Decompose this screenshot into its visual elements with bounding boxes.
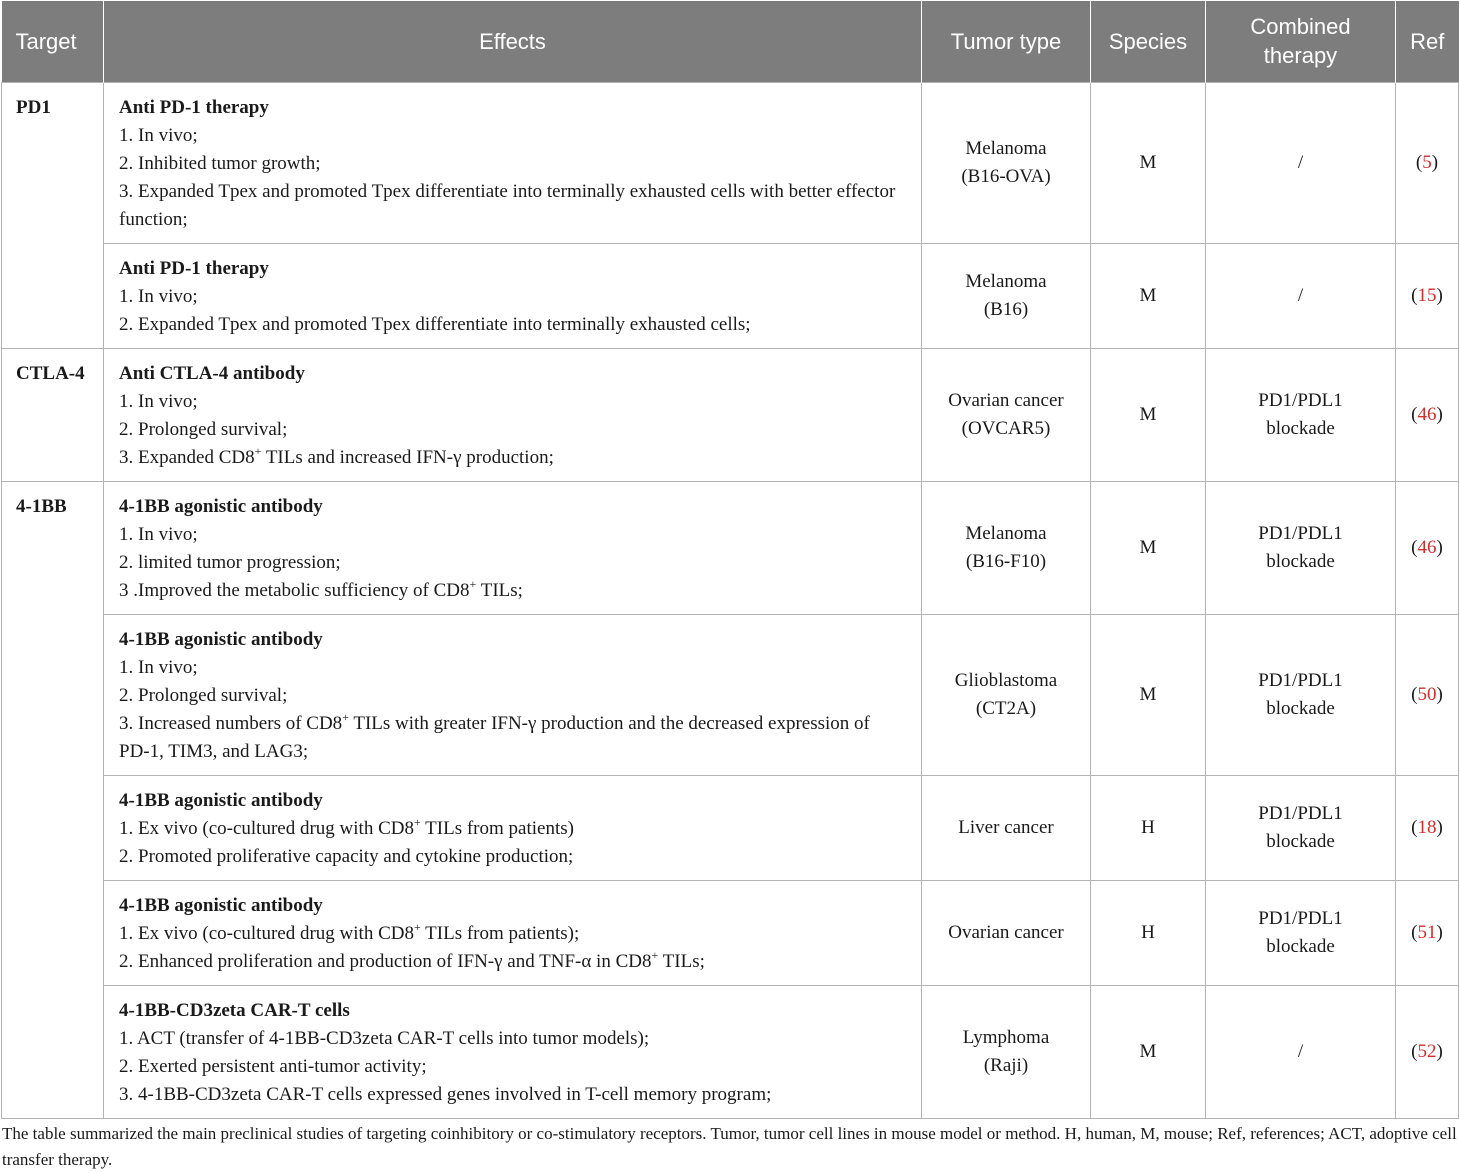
effect-line: 2. Prolonged survival; [119,418,288,440]
combined-line: blockade [1266,830,1335,852]
effect-title: 4-1BB-CD3zeta CAR-T cells [119,999,350,1021]
effect-line: 1. ACT (transfer of 4-1BB-CD3zeta CAR-T cells into tumor models); [119,1027,650,1049]
combined-therapy-cell [1206,614,1396,775]
effect-text: 3. Expanded CD8 [119,446,255,468]
table-row [2,82,1459,243]
combined-line: blockade [1266,417,1335,439]
effect-line: 1. In vivo; [119,285,198,307]
effect-line: 2. Exerted persistent anti-tumor activity; [119,1055,427,1077]
effect-line: 2. limited tumor progression; [119,551,341,573]
ref-paren: ) [1436,536,1443,558]
effect-text: TILs from patients) [420,817,574,839]
ref-cell [1396,985,1459,1118]
effect-text: 3. Increased numbers of CD8 [119,712,343,734]
tumor-line: Melanoma [965,522,1047,544]
combined-line: blockade [1266,550,1335,572]
ref-link[interactable]: 5 [1422,151,1432,173]
target-cell: 4-1BB [2,481,104,1118]
combined-therapy-cell [1206,985,1396,1118]
effect-title: 4-1BB agonistic antibody [119,495,323,517]
ref-paren: ( [1411,1040,1418,1062]
tumor-line: (OVCAR5) [961,417,1051,439]
tumor-type-cell [922,614,1091,775]
combined-line: / [1297,1040,1304,1062]
tumor-line: (CT2A) [975,697,1037,719]
species-cell: M [1091,614,1206,775]
ref-paren: ( [1411,683,1418,705]
effect-title: Anti CTLA-4 antibody [119,362,305,384]
effects-cell [104,775,922,880]
species-cell: M [1091,243,1206,348]
effects-cell [104,880,922,985]
effect-text: 1. Ex vivo (co-cultured drug with CD8 [119,922,414,944]
ref-link[interactable]: 18 [1417,816,1437,838]
effect-text: 2. Enhanced proliferation and production of IFN-γ and TNF-α in CD8 [119,950,652,972]
table-row [2,243,1459,348]
ref-paren: ( [1411,921,1418,943]
table-footnote: The table summarized the main preclinical studies of targeting coinhibitory or co-stimulatory receptors. Tumor, tumor cell lines in mouse model or method. H, human, M, mouse; Ref, references; ACT, adoptive cell transfer therapy. [2,1124,1457,1169]
ref-paren: ( [1415,151,1423,173]
studies-table [1,1,1459,1119]
effect-text: TILs; [476,579,523,601]
ref-paren: ( [1411,816,1418,838]
tumor-line: (B16) [983,298,1029,320]
effect-title: Anti PD-1 therapy [119,96,269,118]
tumor-line: Lymphoma [962,1026,1050,1048]
effect-title: Anti PD-1 therapy [119,257,269,279]
superscript: + [413,814,421,829]
header-combined-therapy [1206,1,1396,82]
header-effects: Effects [104,1,922,82]
combined-line: PD1/PDL1 [1258,802,1343,824]
effects-cell [104,614,922,775]
effect-line: 2. Prolonged survival; [119,684,288,706]
effect-text: TILs; [658,950,705,972]
effect-line: 2. Promoted proliferative capacity and cytokine production; [119,845,574,867]
effect-title: 4-1BB agonistic antibody [119,628,323,650]
combined-line: PD1/PDL1 [1258,907,1343,929]
effect-line: 1. In vivo; [119,523,198,545]
effect-text: TILs from patients); [420,922,580,944]
combined-line: PD1/PDL1 [1258,669,1343,691]
combined-therapy-cell [1206,775,1396,880]
effects-cell [104,348,922,481]
ref-paren: ) [1436,683,1443,705]
table-row [2,614,1459,775]
tumor-line: Melanoma [965,270,1047,292]
ref-cell [1396,348,1459,481]
tumor-line: Liver cancer [958,816,1054,838]
effect-line: 2. Inhibited tumor growth; [119,152,321,174]
effect-line: 1. In vivo; [119,124,198,146]
effect-text: TILs and increased IFN-γ production; [261,446,554,468]
ref-paren: ) [1436,921,1443,943]
effect-line: 1. In vivo; [119,656,198,678]
effect-line [119,920,903,948]
species-cell: M [1091,82,1206,243]
species-cell: H [1091,775,1206,880]
effect-line [119,948,903,976]
combined-therapy-cell [1206,82,1396,243]
ref-paren: ) [1436,1040,1443,1062]
tumor-type-cell [922,243,1091,348]
tumor-type-cell [922,985,1091,1118]
tumor-type-cell [922,481,1091,614]
header-combined-line1: Combined [1250,14,1351,40]
ref-paren: ) [1436,284,1443,306]
superscript: + [254,443,262,458]
effect-line: 2. Expanded Tpex and promoted Tpex differentiate into terminally exhausted cells; [119,313,751,335]
tumor-line: (B16-OVA) [961,165,1051,187]
header-combined-line2: therapy [1263,43,1338,69]
tumor-line: Ovarian cancer [948,921,1064,943]
combined-line: PD1/PDL1 [1258,522,1343,544]
ref-link[interactable]: 51 [1417,921,1437,943]
table-row [2,775,1459,880]
effect-line: 3. 4-1BB-CD3zeta CAR-T cells expressed genes involved in T-cell memory program; [119,1083,772,1105]
combined-line: PD1/PDL1 [1258,389,1343,411]
effect-line: 3. Expanded Tpex and promoted Tpex differentiate into terminally exhausted cells with better effector function; [119,180,896,230]
species-cell: M [1091,348,1206,481]
ref-paren: ( [1411,403,1418,425]
ref-link[interactable]: 46 [1417,403,1437,425]
effect-title: 4-1BB agonistic antibody [119,894,323,916]
effect-line [119,815,903,843]
effects-cell [104,985,922,1118]
table-row [2,481,1459,614]
tumor-type-cell [922,348,1091,481]
effect-text: 3 .Improved the metabolic sufficiency of CD8 [119,579,470,601]
target-cell: CTLA-4 [2,348,104,481]
effects-cell [104,481,922,614]
combined-line: / [1297,284,1304,306]
combined-line: blockade [1266,935,1335,957]
ref-cell [1396,614,1459,775]
ref-paren: ) [1431,151,1439,173]
target-cell: PD1 [2,82,104,348]
table-row [2,348,1459,481]
header-tumor-type: Tumor type [922,1,1091,82]
ref-cell [1396,775,1459,880]
ref-paren: ) [1436,403,1443,425]
effect-line [119,710,903,766]
combined-therapy-cell [1206,481,1396,614]
tumor-line: Ovarian cancer [948,389,1064,411]
effect-title: 4-1BB agonistic antibody [119,789,323,811]
ref-cell [1396,880,1459,985]
ref-link[interactable]: 50 [1417,683,1437,705]
effect-text: 1. Ex vivo (co-cultured drug with CD8 [119,817,414,839]
combined-therapy-cell [1206,348,1396,481]
ref-link[interactable]: 15 [1417,284,1437,306]
table-row [2,880,1459,985]
ref-cell [1396,82,1459,243]
header-species: Species [1091,1,1206,82]
ref-link[interactable]: 52 [1417,1040,1437,1062]
combined-therapy-cell [1206,243,1396,348]
tumor-line: (Raji) [983,1054,1029,1076]
header-target: Target [2,1,104,82]
ref-paren: ) [1436,816,1443,838]
effect-line [119,444,903,472]
ref-cell [1396,481,1459,614]
superscript: + [469,576,477,591]
combined-line: blockade [1266,697,1335,719]
tumor-type-cell [922,775,1091,880]
effect-line: 1. In vivo; [119,390,198,412]
effect-line [119,577,903,605]
tumor-line: (B16-F10) [965,550,1047,572]
superscript: + [413,919,421,934]
superscript: + [651,947,659,962]
ref-link[interactable]: 46 [1417,536,1437,558]
ref-paren: ( [1411,536,1418,558]
superscript: + [342,709,349,724]
species-cell: H [1091,880,1206,985]
effect-text: TILs with greater IFN-γ production and the decreased expression of PD-1, TIM3, and LAG3; [119,712,870,762]
effects-cell [104,82,922,243]
tumor-line: Melanoma [965,137,1047,159]
species-cell: M [1091,481,1206,614]
tumor-type-cell [922,82,1091,243]
tumor-line: Glioblastoma [954,669,1058,691]
ref-paren: ( [1411,284,1418,306]
tumor-type-cell [922,880,1091,985]
species-cell: M [1091,985,1206,1118]
combined-line: / [1297,151,1304,173]
table-row [2,985,1459,1118]
header-row [2,1,1459,82]
ref-cell [1396,243,1459,348]
effects-cell [104,243,922,348]
combined-therapy-cell [1206,880,1396,985]
header-ref: Ref [1396,1,1459,82]
